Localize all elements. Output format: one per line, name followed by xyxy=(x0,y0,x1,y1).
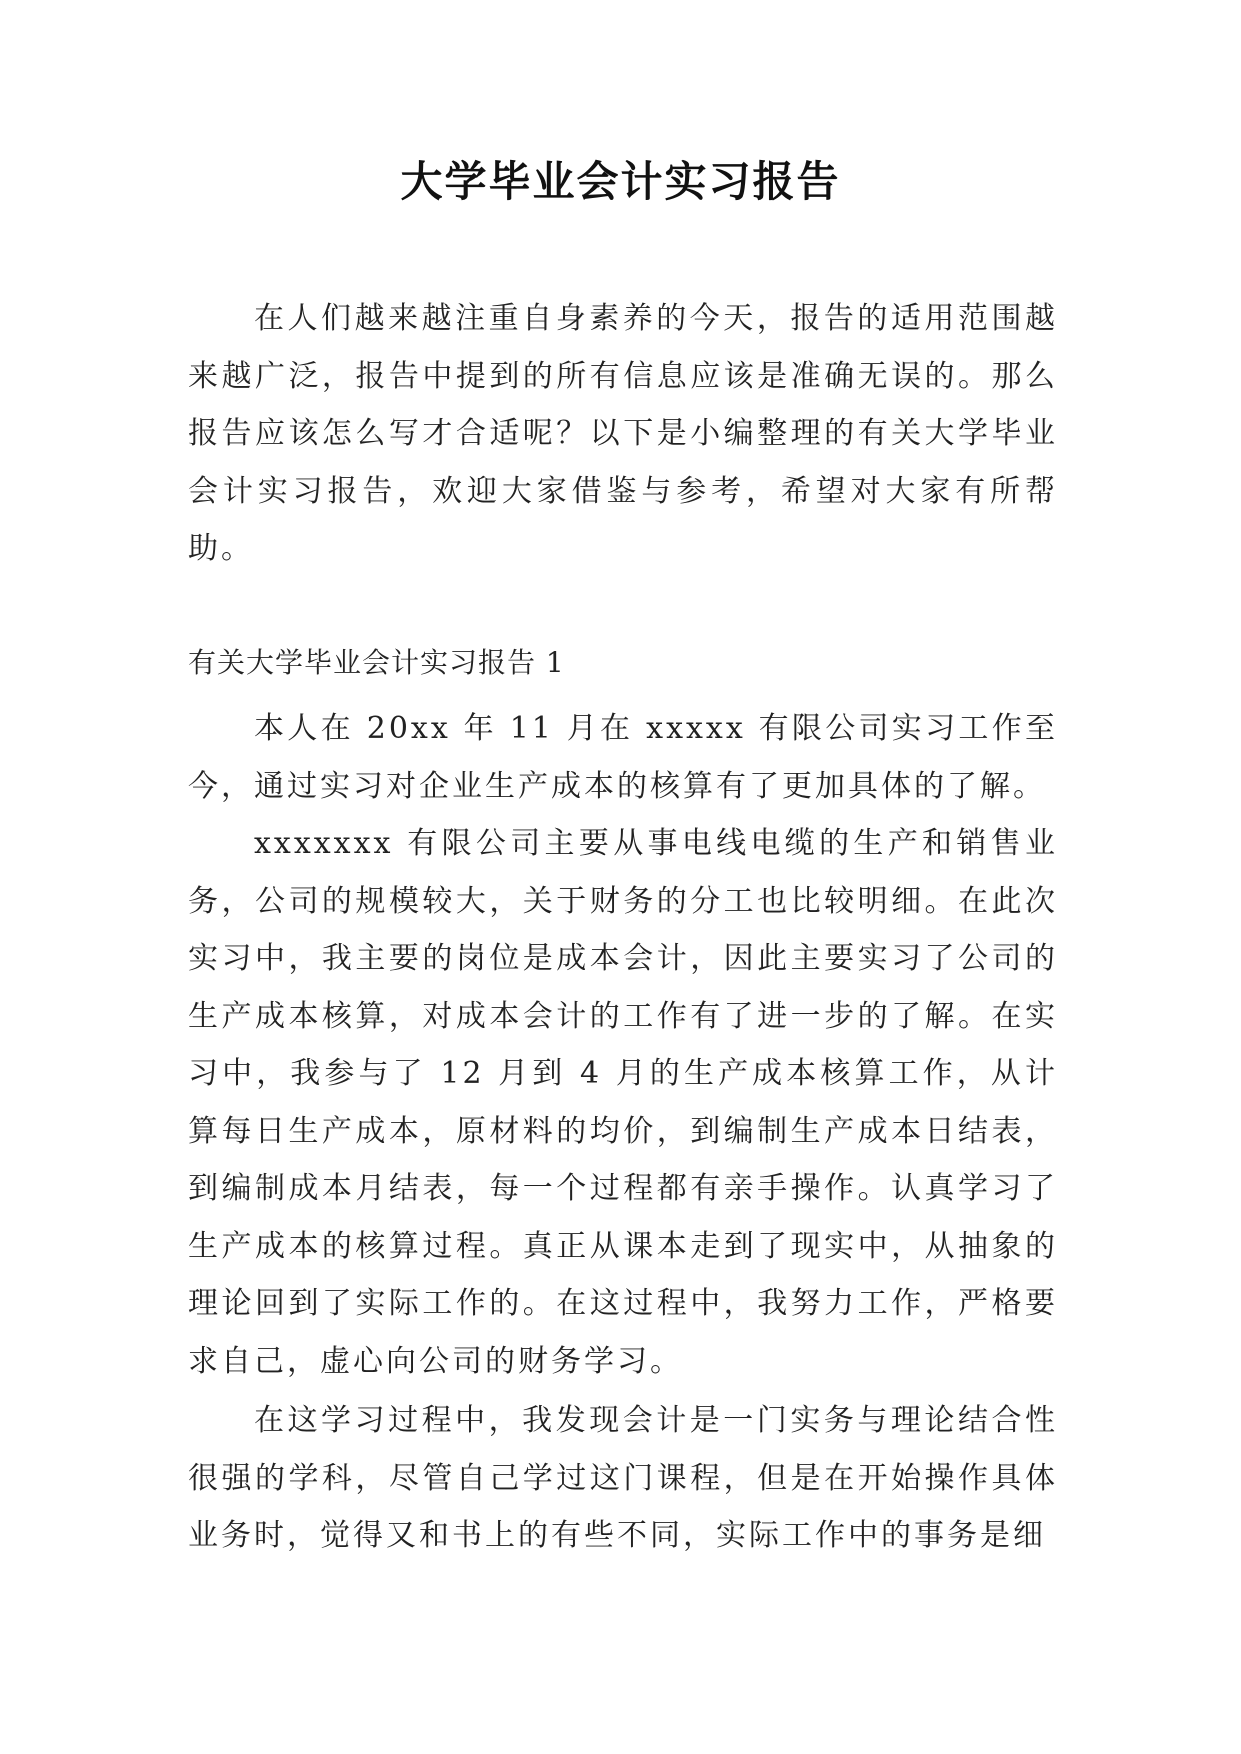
intro-paragraph: 在人们越来越注重自身素养的今天，报告的适用范围越来越广泛，报告中提到的所有信息应该是准确无误的。那么报告应该怎么写才合适呢？以下是小编整理的有关大学毕业会计实习报告，欢迎大家借鉴与参考，希望对大家有所帮助。 xyxy=(188,301,1058,566)
body-paragraph-1: 本人在 20xx 年 11 月在 xxxxx 有限公司实习工作至今，通过实习对企业生产成本的核算有了更加具体的了解。 xyxy=(188,711,1058,804)
section-heading: 有关大学毕业会计实习报告 1 xyxy=(188,646,565,679)
body-paragraph-3: 在这学习过程中，我发现会计是一门实务与理论结合性很强的学科，尽管自己学过这门课程，但是在开始操作具体业务时，觉得又和书上的有些不同，实际工作中的事务是细 xyxy=(188,1403,1058,1553)
body-paragraph-2: xxxxxxx 有限公司主要从事电线电缆的生产和销售业务，公司的规模较大，关于财务的分工也比较明细。在此次实习中，我主要的岗位是成本会计，因此主要实习了公司的生产成本核算，对成本会计的工作有了进一步的了解。在实习中，我参与了 12 月到 4 月的生产成本核算工作，从计算每日生产成本，原材料的均价，到编制生产成本日结表，到编制成本月结表，每一个过程都有亲手操作。认真学习了生产成本的核算过程。真正从课本走到了现实中，从抽象的理论回到了实际工作的。在这过程中，我努力工作，严格要求自己，虚心向公司的财务学习。 xyxy=(188,826,1058,1379)
document-title: 大学毕业会计实习报告 xyxy=(400,157,841,206)
